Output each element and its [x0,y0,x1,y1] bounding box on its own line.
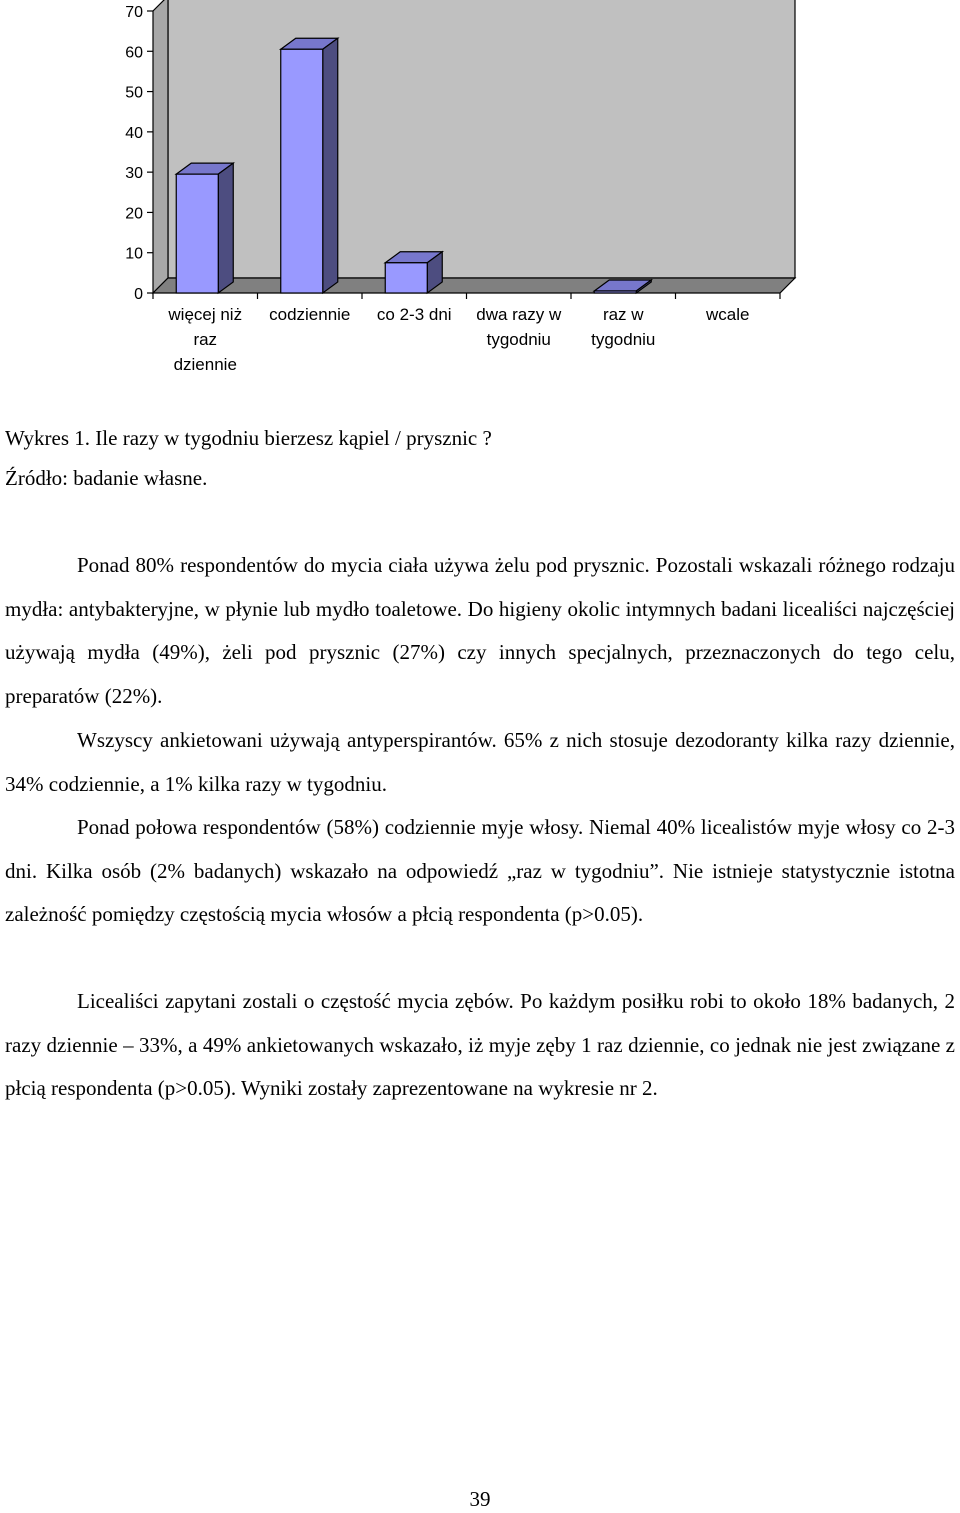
bar-front [281,49,323,293]
chart-floor [153,278,795,293]
y-tick-label: 10 [125,245,143,263]
y-tick-label: 20 [125,205,143,223]
bar-front [385,263,427,293]
x-category-label: raz w tygodniu [591,305,656,349]
bar-side [323,38,338,293]
paragraph-body-wash: Ponad 80% respondentów do mycia ciała używa żelu pod prysznic. Pozostali wskazali różnego rodzaju mydła: antybakteryjne, w płynie lub mydło toaletowe. Do higieny okolic intymnych badani licealiści najczęściej używają mydła (49%), żeli pod prysznic (27%) czy innych specjalnych, przeznaczonych do tego celu, preparatów (22%). [5,553,955,708]
y-tick-label: 50 [125,84,143,102]
chart-labels [167,305,749,374]
y-tick-label: 30 [125,165,143,183]
bar-front [176,174,218,293]
bar [385,252,442,293]
chart-caption-source: Źródło: badanie własne. [5,466,208,490]
x-category-label: więcej niż raz dziennie [168,305,243,374]
y-tick-label: 70 [125,4,143,21]
x-category-label: wcale [706,305,750,324]
bar [176,163,233,293]
y-tick-label: 0 [134,286,143,303]
chart-caption-title: Wykres 1. Ile razy w tygodniu bierzesz kąpiel / prysznic ? [5,426,492,450]
y-tick-label: 40 [125,124,143,142]
chart-back-wall [168,0,795,278]
chart-background [153,0,795,293]
page-number: 39 [469,1487,491,1511]
bar [281,38,338,293]
y-tick-label: 60 [125,44,143,62]
bar-chart [0,0,960,400]
paragraph-tooth-brushing: Licealiści zapytani zostali o częstość mycia zębów. Po każdym posiłku robi to około 18% badanych, 2 razy dziennie – 33%, a 49% ankietowanych wskazało, iż myje zęby 1 raz dziennie, co jednak nie jest związane z płcią respondenta (p>0.05). Wyniki zostały zaprezentowane na wykresie nr 2. [5,989,955,1100]
bar-side [218,163,233,293]
x-category-label: co 2-3 dni [376,305,452,324]
bar-front [594,291,636,293]
paragraph-antiperspirant: Wszyscy ankietowani używają antyperspirantów. 65% z nich stosuje dezodoranty kilka razy dziennie, 34% codziennie, a 1% kilka razy w tygodniu. [5,728,955,796]
x-category-label: codziennie [269,305,351,324]
paragraph-hair-washing: Ponad połowa respondentów (58%) codziennie myje włosy. Niemal 40% licealistów myje włosy co 2-3 dni. Kilka osób (2% badanych) wskazało na odpowiedź „raz w tygodniu”. Nie istnieje statystycznie istotna zależność pomiędzy częstością mycia włosów a płcią respondenta (p>0.05). [5,815,955,926]
chart-side-wall [153,0,168,293]
x-category-label: dwa razy w tygodniu [476,305,562,349]
